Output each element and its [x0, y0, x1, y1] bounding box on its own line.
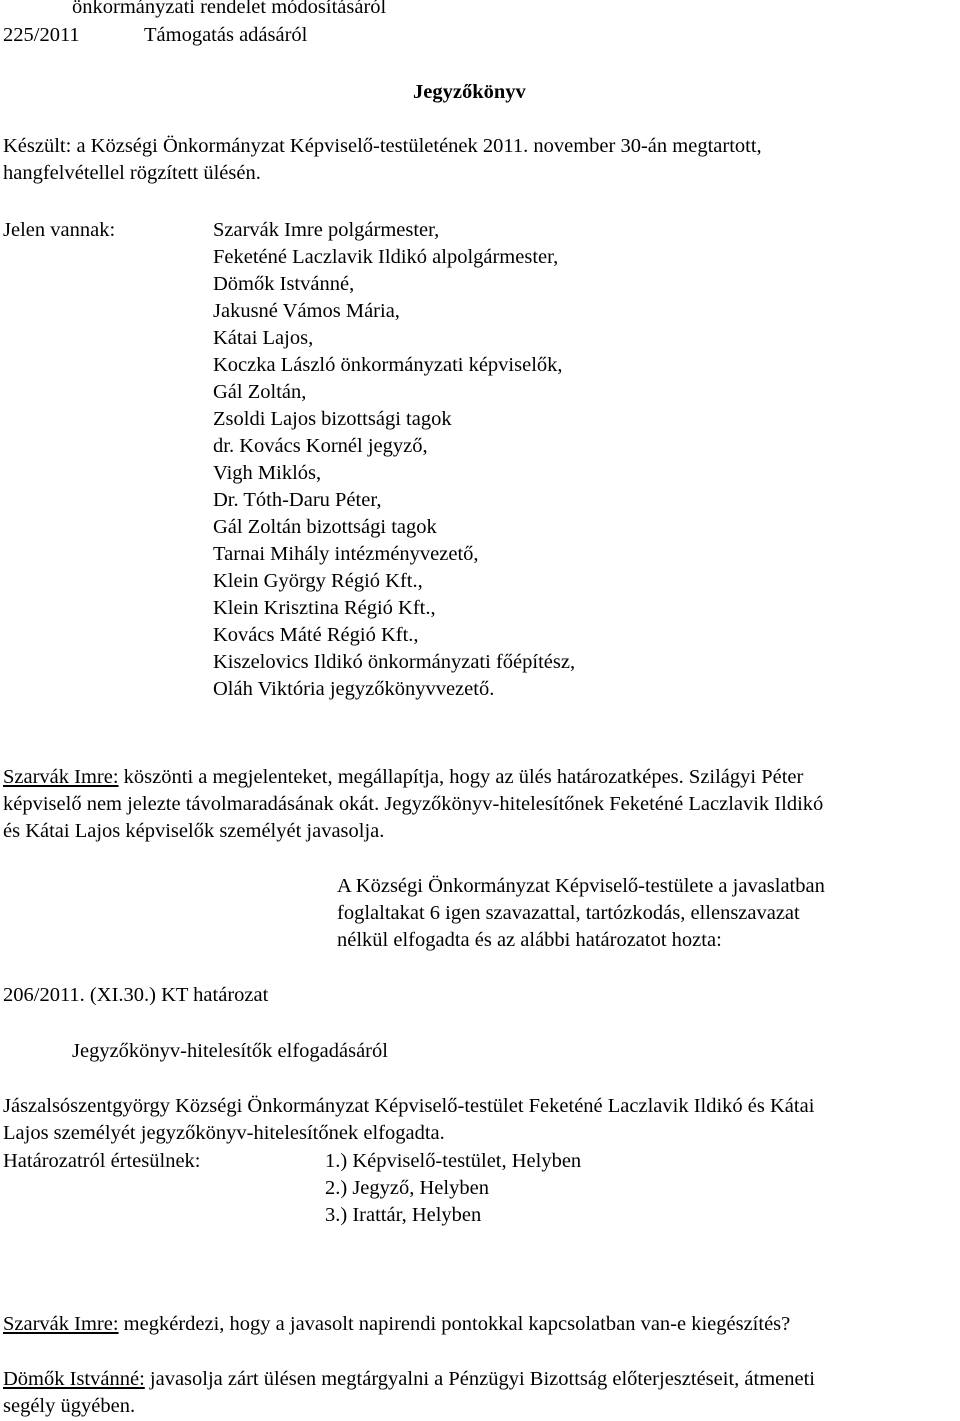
attendee: Feketéné Laczlavik Ildikó alpolgármester, [213, 246, 559, 268]
attendee: Zsoldi Lajos bizottsági tagok [213, 408, 452, 430]
para1-line-2: képviselő nem jelezte távolmaradásának okát. Jegyzőkönyv-hitelesítőnek Feketéné Laczlavik Ildikó [3, 793, 824, 815]
attendee: Gál Zoltán, [213, 381, 307, 403]
attendee: Vigh Miklós, [213, 462, 322, 484]
attendee-list [213, 217, 575, 703]
para2-text: megkérdezi, hogy a javasolt napirendi pontokkal kapcsolatban van-e kiegészítés? [118, 1313, 791, 1335]
vote-line-1: A Községi Önkormányzat Képviselő-testülete a javaslatban [337, 875, 825, 897]
notify-label: Határozatról értesülnek: [3, 1150, 201, 1172]
present-label: Jelen vannak: [3, 219, 116, 241]
para1-line-3: és Kátai Lajos képviselők személyét javasolja. [3, 820, 385, 842]
para3-line-2: segély ügyében. [3, 1395, 136, 1417]
para2-line [3, 1311, 790, 1338]
speaker-name: Szarvák Imre: [3, 766, 119, 788]
header-line-1: önkormányzati rendelet módosításáról [72, 0, 387, 18]
attendee: Koczka László önkormányzati képviselők, [213, 354, 563, 376]
para3-text: javasolja zárt ülésen megtárgyalni a Pénzügyi Bizottság előterjesztéseit, átmeneti [144, 1368, 815, 1390]
attendee: Kovács Máté Régió Kft., [213, 624, 419, 646]
resolution-text-line-1: Jászalsószentgyörgy Községi Önkormányzat Képviselő-testület Feketéné Laczlavik Ildikó és Kátai [3, 1095, 815, 1117]
recipient: 2.) Jegyző, Helyben [325, 1177, 489, 1199]
recipient: 3.) Irattár, Helyben [325, 1204, 482, 1226]
recipient-list [325, 1148, 581, 1229]
resolution-number: 206/2011. (XI.30.) KT határozat [3, 984, 269, 1006]
attendee: Jakusné Vámos Mária, [213, 300, 400, 322]
attendee: Klein Krisztina Régió Kft., [213, 597, 436, 619]
intro-line-2: hangfelvétellel rögzített ülésén. [3, 162, 261, 184]
vote-line-3: nélkül elfogadta és az alábbi határozatot hozta: [337, 929, 722, 951]
header-title: Támogatás adásáról [144, 24, 308, 46]
attendee: Dömők Istvánné, [213, 273, 355, 295]
attendee: Gál Zoltán bizottsági tagok [213, 516, 437, 538]
vote-line-2: foglaltakat 6 igen szavazattal, tartózkodás, ellenszavazat [337, 902, 800, 924]
resolution-text-line-2: Lajos személyét jegyzőkönyv-hitelesítőnek elfogadta. [3, 1122, 445, 1144]
attendee: Klein György Régió Kft., [213, 570, 423, 592]
resolution-subject: Jegyzőkönyv-hitelesítők elfogadásáról [72, 1040, 388, 1062]
para3-line-1 [3, 1366, 956, 1393]
attendee: Dr. Tóth-Daru Péter, [213, 489, 382, 511]
attendee: dr. Kovács Kornél jegyző, [213, 435, 428, 457]
para1-line-1 [3, 764, 956, 791]
attendee: Kiszelovics Ildikó önkormányzati főépítész, [213, 651, 576, 673]
document-title: Jegyzőkönyv [413, 81, 526, 103]
para1-text: köszönti a megjelenteket, megállapítja, hogy az ülés határozatképes. Szilágyi Péter [118, 766, 804, 788]
speaker-name: Szarvák Imre: [3, 1313, 119, 1335]
recipient: 1.) Képviselő-testület, Helyben [325, 1150, 582, 1172]
speaker-name: Dömők Istvánné: [3, 1368, 145, 1390]
attendee: Kátai Lajos, [213, 327, 314, 349]
attendee: Oláh Viktória jegyzőkönyvvezető. [213, 678, 495, 700]
intro-line-1: Készült: a Községi Önkormányzat Képviselő-testületének 2011. november 30-án megtartott, [3, 135, 762, 157]
attendee: Szarvák Imre polgármester, [213, 219, 440, 241]
attendee: Tarnai Mihály intézményvezető, [213, 543, 479, 565]
header-number: 225/2011 [3, 24, 80, 46]
